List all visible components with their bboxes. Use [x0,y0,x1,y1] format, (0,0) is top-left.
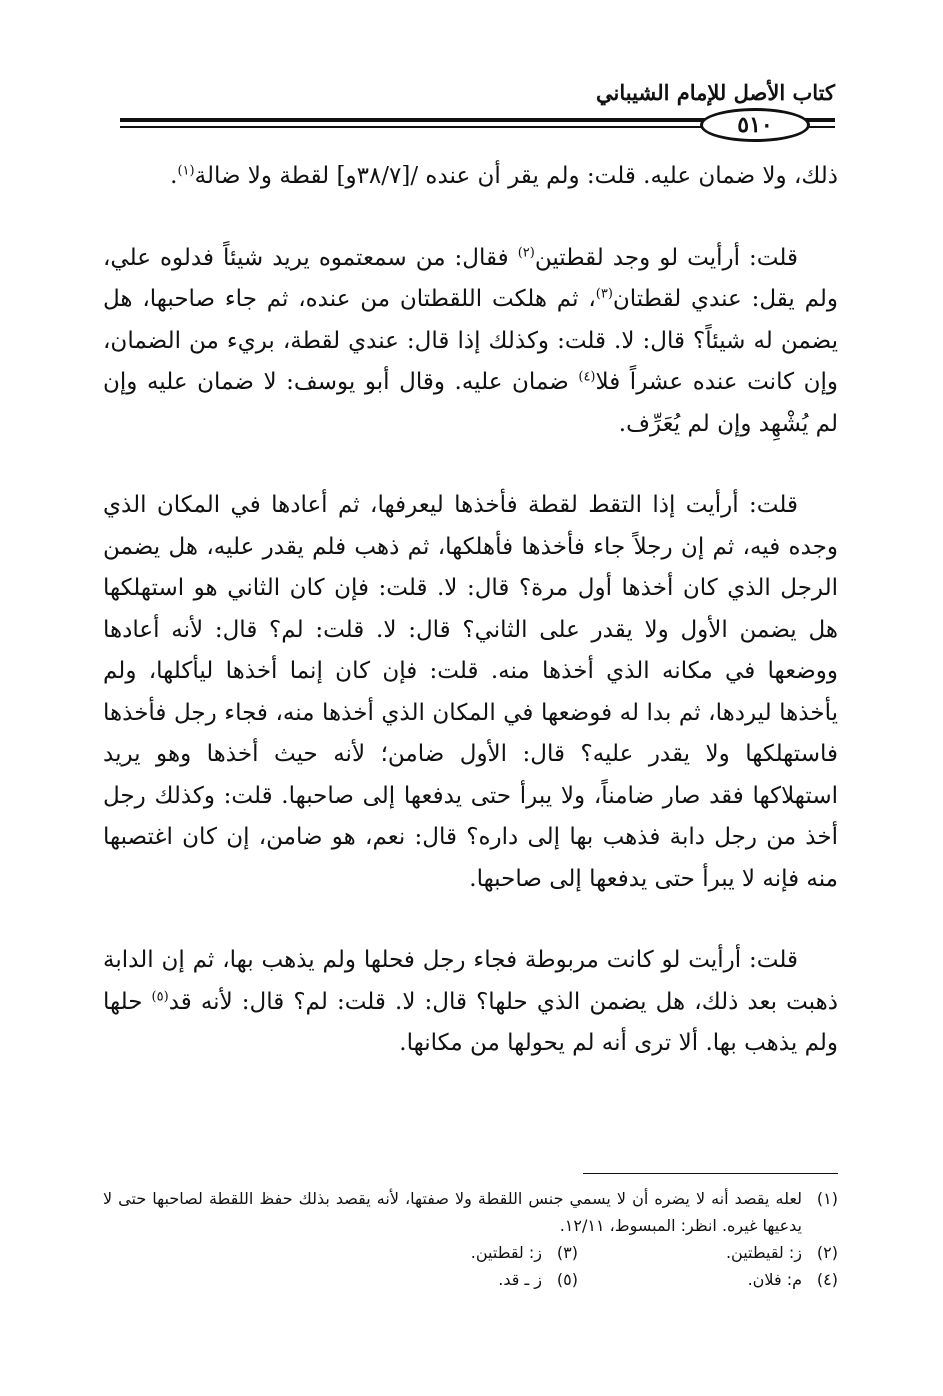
paragraph-text: حلها ولم يذهب بها. ألا ترى أنه لم يحولها من مكانها. [103,988,838,1056]
footnote-4 [578,1266,838,1293]
paragraph [103,485,838,900]
running-header-title: كتاب الأصل للإمام الشيباني [596,80,835,105]
paragraph-text: قلت: أرأيت لو كانت مربوطة فجاء رجل فحلها ولم يذهب بها، ثم إن الدابة ذهبت بعد ذلك، هل يضمن الذي حلها؟ قال: لا. قلت: لم؟ قال: لأنه قد [103,947,838,1015]
footnote-row-2-3 [103,1239,838,1266]
paragraph-text: ذلك، ولا ضمان عليه. قلت: ولم يقر أن عنده /[٣٨/٧و] لقطة ولا ضالة [194,163,838,189]
paragraph-text: فقال: من سمعتموه يريد شيئاً فدلوه علي، ولم يقل: عندي لقطتان [103,244,838,312]
footnote-row-4-5 [103,1266,838,1293]
footnote-separator [583,1173,838,1174]
paragraph [103,940,838,1065]
footnote-3 [318,1239,578,1266]
footnote-text: ز: لقطتين. [470,1243,542,1262]
footnote-number: (٤) [816,1270,838,1289]
paragraph-text: ضمان عليه. وقال أبو يوسف: لا ضمان عليه وإن لم يُشْهِد وإن لم يُعَرِّف. [103,369,838,437]
footnote-marker: (١) [177,163,195,179]
footnote-text: م: فلان. [747,1270,802,1289]
paragraph-text: قلت: أرأيت إذا التقط لقطة فأخذها ليعرفها، ثم أعادها في المكان الذي وجده فيه، ثم إن رجلاً جاء فأخذها فأهلكها، ثم ذهب فلم يقدر عليه، هل يضمن الرجل الذي كان أخذها أول مرة؟ قال: لا. قلت: فإن كان الثاني هو استهلكها هل يضمن الأول ولا يقدر على الثاني؟ قال: لا. قلت: لم؟ قال: لأنه أعادها ووضعها في مكانه الذي أخذها منه. قلت: فإن كان إنما أخذها ليأكلها، ولم يأخذها ليردها، ثم بدا له فوضعها في المكان الذي أخذها منه، فجاء رجل فأخذها فاستهلكها ولا يقدر عليه؟ قال: الأول ضامن؛ لأنه حيث أخذها وهو يريد استهلاكها فقد صار ضامناً، ولا يبرأ حتى يدفعها إلى صاحبها. قلت: وكذلك رجل أخذ من رجل دابة فذهب بها إلى داره؟ قال: نعم، هو ضامن، إن كان اغتصبها منه فإنه لا يبرأ حتى يدفعها إلى صاحبها. [103,492,838,892]
page-number: ٥١٠ [737,112,773,138]
footnote-number: (١) [816,1189,838,1208]
footnotes [103,1185,838,1293]
main-text [103,156,838,1065]
footnote-marker: (٥) [151,988,169,1004]
paragraph [103,156,838,198]
page-number-badge [700,108,810,142]
footnote-marker: (٤) [578,369,596,385]
footnote-5 [318,1266,578,1293]
paragraph-text: قلت: أرأيت لو وجد لقطتين [534,244,798,271]
footnote-2 [578,1239,838,1266]
footnote-number: (٢) [816,1243,838,1262]
footnote-text: لعله يقصد أنه لا يضره أن لا يسمي جنس اللقطة ولا صفتها، لأنه يقصد بذلك حفظ اللقطة لصاحبها حتى لا يدعيها غيره. انظر: المبسوط، ١٢/١١. [103,1189,802,1235]
paragraph-text: ، ثم هلكت اللقطتان من عنده، ثم جاء صاحبها، هل يضمن له شيئاً؟ قال: لا. قلت: وكذلك إذا قال: عندي لقطة، بريء من الضمان، وإن كانت عنده عشراً فلا [103,286,838,395]
footnote-text: ز: لقيطتين. [725,1243,802,1262]
paragraph-text: . [170,163,178,189]
footnote-marker: (٢) [517,244,535,260]
paragraph [103,238,838,446]
footnote-number: (٣) [556,1243,578,1262]
footnote-marker: (٣) [595,286,613,302]
footnote-number: (٥) [556,1270,578,1289]
footnote-1 [103,1185,838,1239]
footnote-text: ز ـ قد. [498,1270,542,1289]
